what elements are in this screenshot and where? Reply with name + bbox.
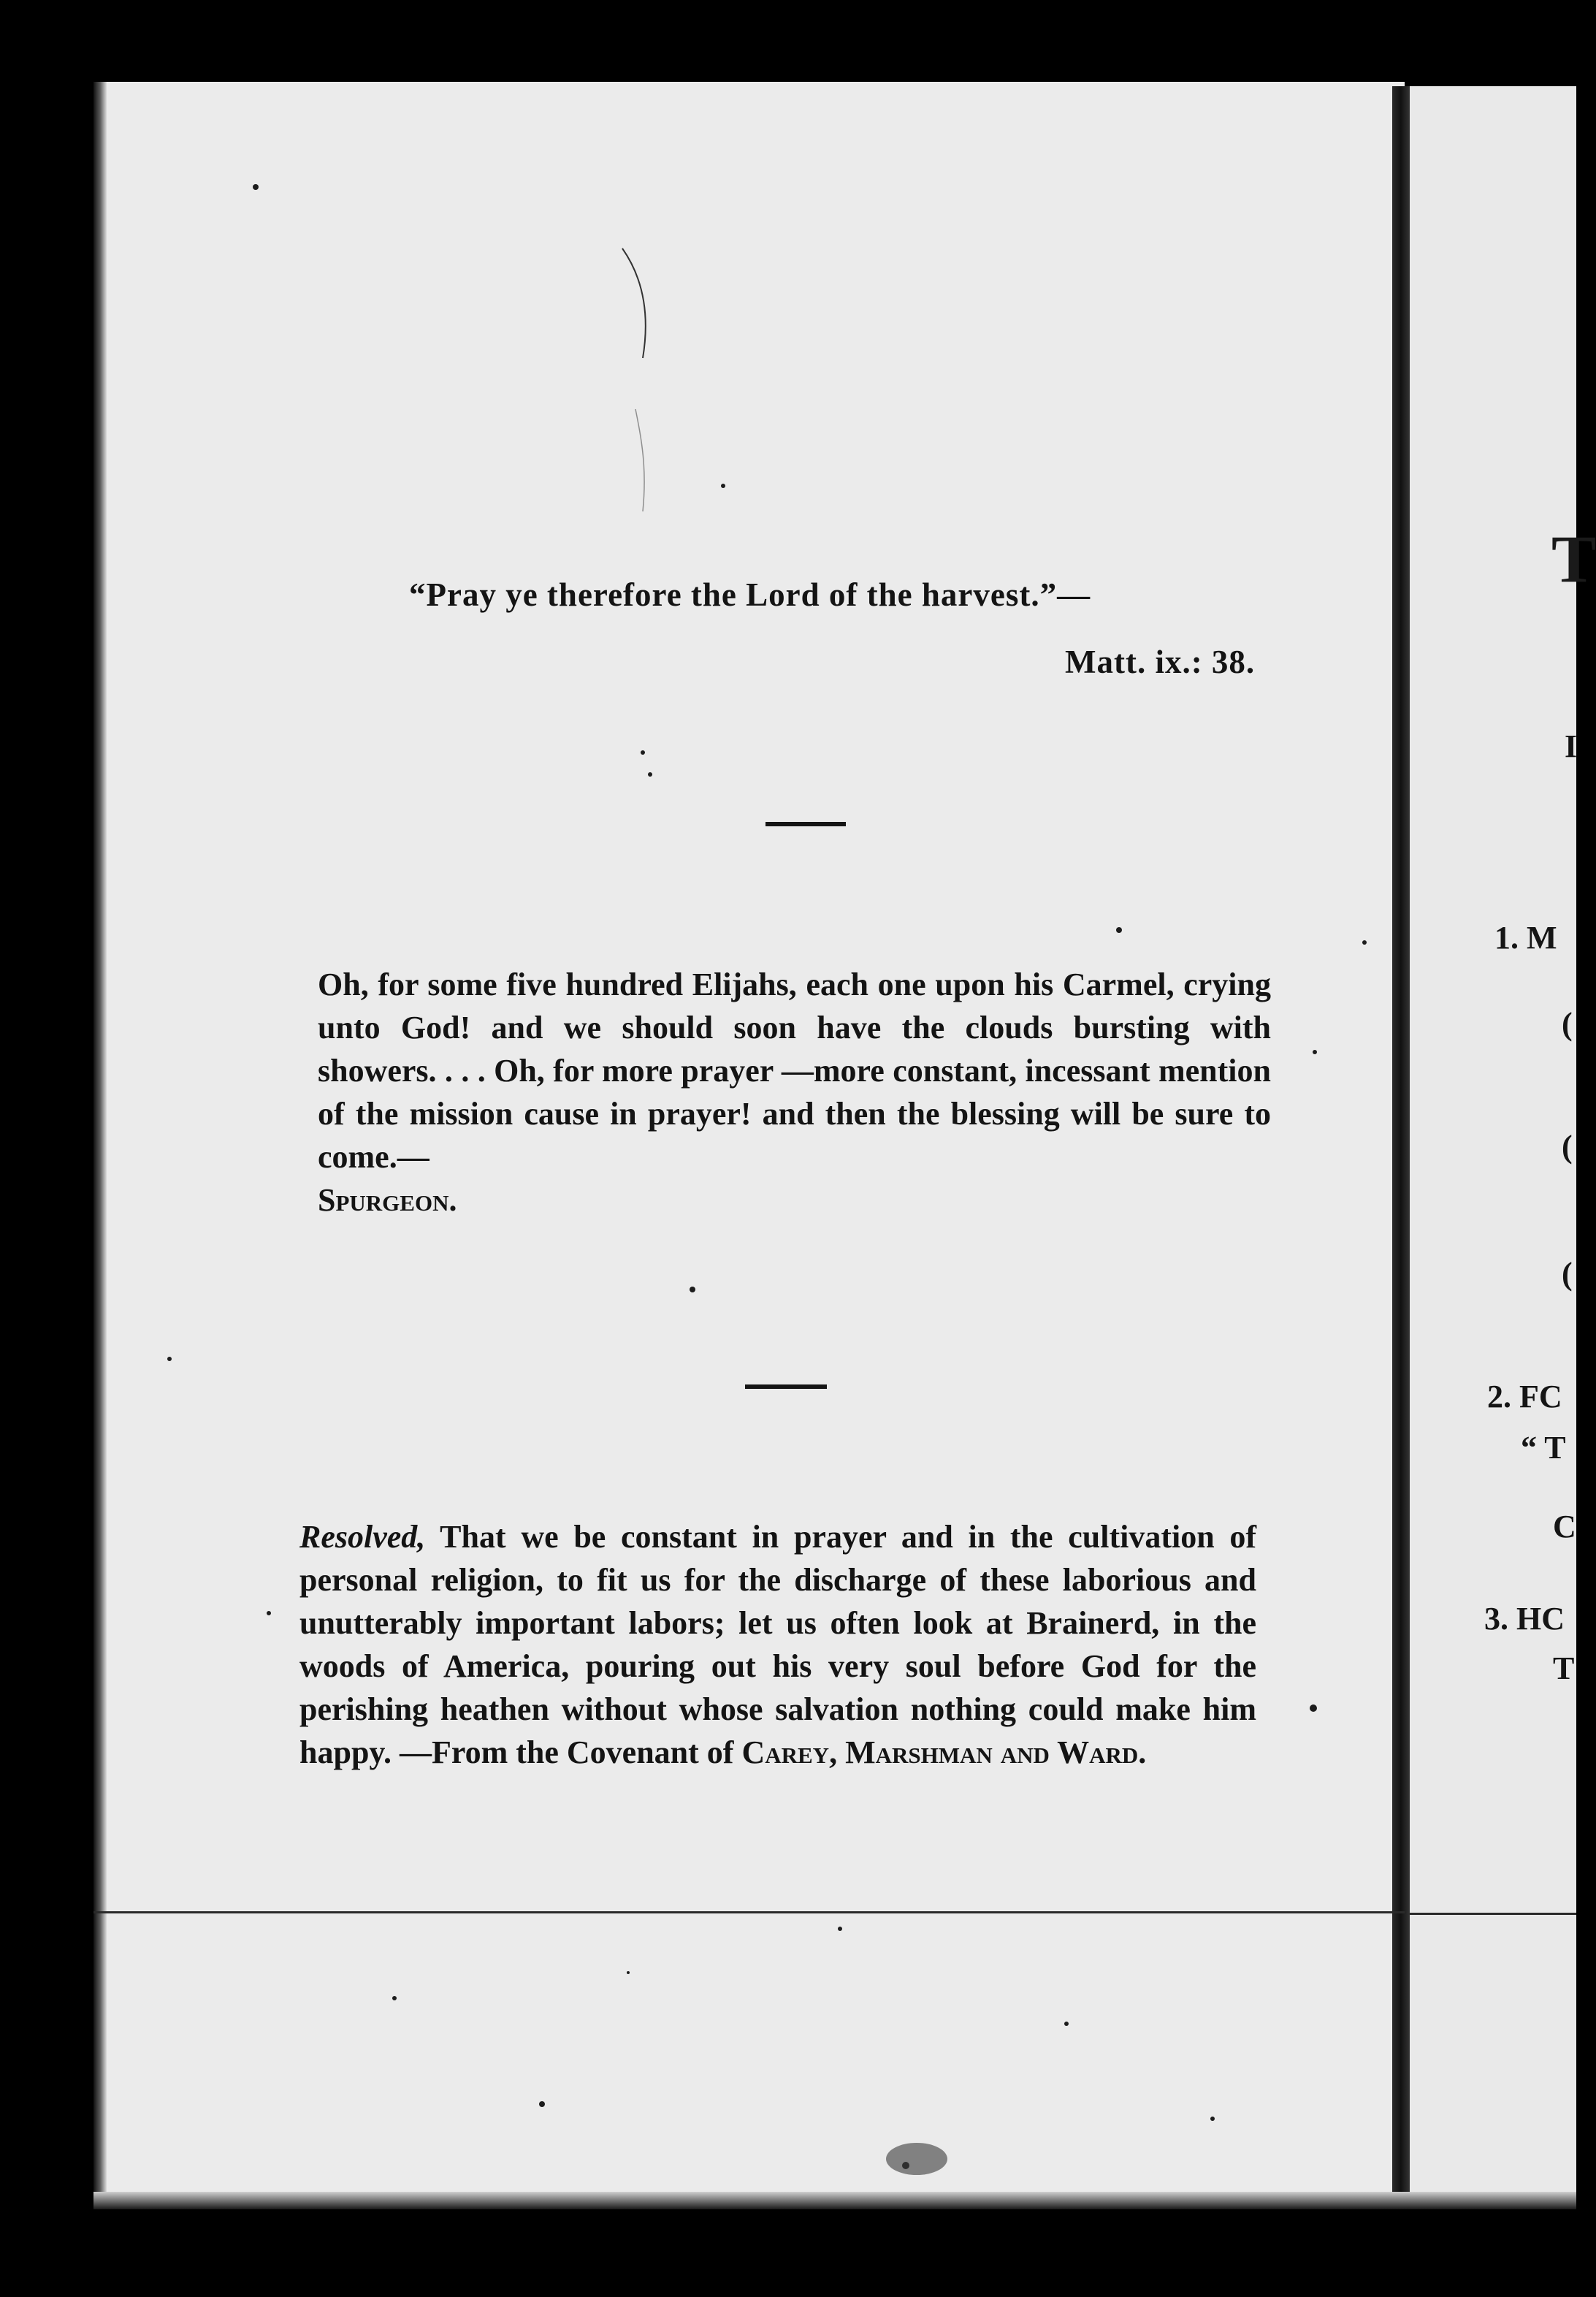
book-gutter <box>1392 86 1411 2209</box>
spurgeon-quote <box>318 963 1271 1222</box>
section-divider <box>745 1384 827 1389</box>
right-page-fragment: 2. FC <box>1487 1379 1562 1414</box>
epigraph-reference: Matt. ix.: 38. <box>1065 644 1256 680</box>
spurgeon-author: Spurgeon. <box>318 1182 457 1218</box>
right-page-fragment: T <box>1553 1650 1575 1686</box>
right-page-fragment: 3. HC <box>1484 1601 1565 1637</box>
right-page-fragment: “ T <box>1521 1430 1566 1466</box>
right-page-fragment: ( <box>1562 1006 1573 1042</box>
right-page-fragment: C <box>1553 1509 1576 1544</box>
epigraph-quote: “Pray ye therefore the Lord of the harvest.”— <box>409 576 1091 613</box>
covenant-text: That we be constant in prayer and in the cultivation of personal religion, to fit us for the discharge of these laborious and unutterably important labors; let us often look at Brainerd, in the woods of America, pouring out his very soul before God for the perishing heathen without whose salvation nothing could make him happy. —From the Covenant of <box>299 1519 1256 1770</box>
page-bottom-edge <box>93 2192 1576 2209</box>
right-page-heading-fragment: T <box>1551 522 1596 596</box>
right-page-fragment: I <box>1565 728 1578 764</box>
right-page-fragment: 1. M <box>1494 920 1557 956</box>
right-page-fragment: ( <box>1562 1256 1573 1292</box>
left-page-edge-shadow <box>93 82 107 2208</box>
right-page <box>1410 86 1576 2209</box>
bottom-rule-right <box>1410 1913 1576 1915</box>
covenant-lead: Resolved, <box>299 1519 426 1555</box>
spurgeon-quote-text: Oh, for some five hundred Elijahs, each one upon his Carmel, crying unto God! and we should soon have the clouds bursting with showers. . . . Oh, for more prayer —more constant, incessant mention of the mission cause in prayer! and then the blessing will be sure to come.— <box>318 967 1271 1175</box>
bottom-rule <box>93 1911 1405 1913</box>
right-page-fragment: ( <box>1562 1129 1573 1165</box>
covenant-attribution: Carey, Marshman and Ward. <box>741 1734 1147 1770</box>
covenant-quote <box>299 1515 1256 1774</box>
section-divider <box>765 822 846 826</box>
